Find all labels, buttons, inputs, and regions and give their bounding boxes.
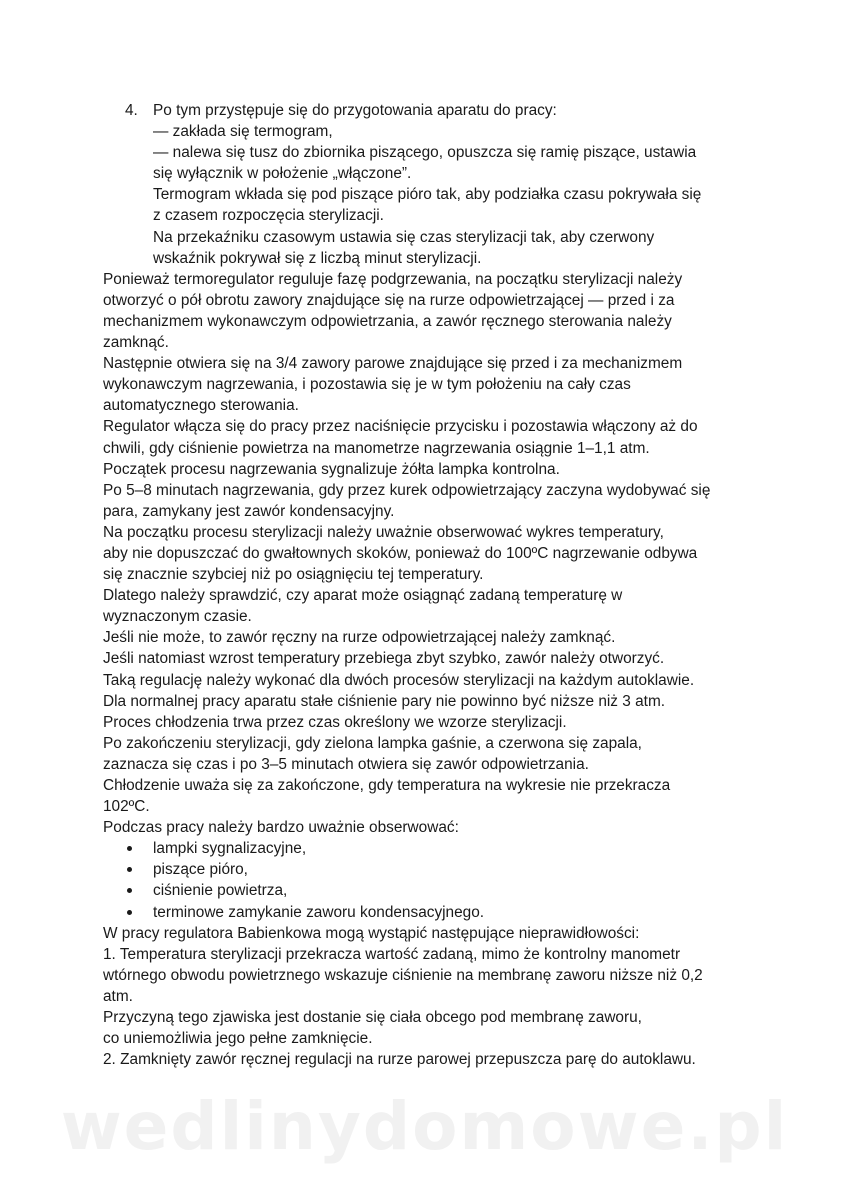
- bullet-dot-icon: [127, 910, 132, 915]
- bullet-item: [103, 859, 753, 880]
- item4-line: — nalewa się tusz do zbiornika piszącego, opuszcza się ramię piszące, ustawia: [153, 144, 697, 162]
- body-line: Ponieważ termoregulator reguluje fazę podgrzewania, na początku sterylizacji należy: [103, 270, 683, 288]
- observation-bullet-list: [103, 838, 753, 922]
- body-line: Początek procesu nagrzewania sygnalizuje żółta lampka kontrolna.: [103, 460, 560, 478]
- tail-line: atm.: [103, 987, 133, 1005]
- body-line: Dlatego należy sprawdzić, czy aparat może osiągnąć zadaną temperaturę w: [103, 587, 623, 605]
- bullet-item: [103, 880, 753, 901]
- bullet-text: ciśnienie powietrza,: [153, 882, 288, 900]
- watermark: wedlinydomowe.pl: [60, 1088, 789, 1165]
- body-line: Następnie otwiera się na 3/4 zawory parowe znajdujące się przed i za mechanizmem: [103, 355, 683, 373]
- bullet-dot-icon: [127, 867, 132, 872]
- item4-line: Na przekaźniku czasowym ustawia się czas sterylizacji tak, aby czerwony: [153, 228, 655, 246]
- item4-line: Termogram wkłada się pod piszące pióro tak, aby podziałka czasu pokrywała się: [153, 186, 702, 204]
- item4-line: wskaźnik pokrywał się z liczbą minut sterylizacji.: [153, 249, 482, 267]
- bullet-item: [103, 838, 753, 859]
- document-body: [103, 100, 753, 1070]
- body-line: Po 5–8 minutach nagrzewania, gdy przez kurek odpowietrzający zaczyna wydobywać się: [103, 481, 711, 499]
- tail-line: 1. Temperatura sterylizacji przekracza wartość zadaną, mimo że kontrolny manometr: [103, 945, 681, 963]
- body-line: mechanizmem wykonawczym odpowietrzania, a zawór ręcznego sterowania należy: [103, 312, 672, 330]
- numbered-item-4: [103, 100, 753, 269]
- body-line: się znacznie szybciej niż po osiągnięciu tej temperatury.: [103, 566, 484, 584]
- item4-line: — zakłada się termogram,: [153, 123, 333, 141]
- bullet-dot-icon: [127, 888, 132, 893]
- body-line: zamknąć.: [103, 334, 169, 352]
- bullet-dot-icon: [127, 846, 132, 851]
- body-line: para, zamykany jest zawór kondensacyjny.: [103, 502, 395, 520]
- body-line: automatycznego sterowania.: [103, 397, 299, 415]
- body-line: Proces chłodzenia trwa przez czas określony we wzorze sterylizacji.: [103, 713, 567, 731]
- body-line: 102ºC.: [103, 798, 150, 816]
- body-line: Regulator włącza się do pracy przez naciśnięcie przycisku i pozostawia włączony aż do: [103, 418, 698, 436]
- item4-line: z czasem rozpoczęcia sterylizacji.: [153, 207, 384, 225]
- body-line: wykonawczym nagrzewania, i pozostawia się je w tym położeniu na cały czas: [103, 376, 631, 394]
- item4-line: się wyłącznik w położenie „włączone”.: [153, 165, 412, 183]
- body-line: Na początku procesu sterylizacji należy uważnie obserwować wykres temperatury,: [103, 523, 664, 541]
- body-line: Jeśli nie może, to zawór ręczny na rurze odpowietrzającej należy zamknąć.: [103, 629, 616, 647]
- body-line: Jeśli natomiast wzrost temperatury przebiega zbyt szybko, zawór należy otworzyć.: [103, 650, 665, 668]
- body-paragraphs: [103, 269, 753, 839]
- body-line: Po zakończeniu sterylizacji, gdy zielona lampka gaśnie, a czerwona się zapala,: [103, 734, 642, 752]
- bullet-text: lampki sygnalizacyjne,: [153, 840, 307, 858]
- body-line: Taką regulację należy wykonać dla dwóch procesów sterylizacji na każdym autoklawie.: [103, 671, 695, 689]
- bullet-text: terminowe zamykanie zaworu kondensacyjnego.: [153, 903, 485, 921]
- body-line: wyznaczonym czasie.: [103, 608, 252, 626]
- tail-paragraphs: [103, 923, 753, 1071]
- tail-line: co uniemożliwia jego pełne zamknięcie.: [103, 1030, 373, 1048]
- bullet-item: [103, 902, 753, 923]
- body-line: zaznacza się czas i po 3–5 minutach otwiera się zawór odpowietrzania.: [103, 755, 589, 773]
- body-line: chwili, gdy ciśnienie powietrza na manometrze nagrzewania osiągnie 1–1,1 atm.: [103, 439, 650, 457]
- tail-line: Przyczyną tego zjawiska jest dostanie się ciała obcego pod membranę zaworu,: [103, 1009, 642, 1027]
- body-line: Podczas pracy należy bardzo uważnie obserwować:: [103, 819, 459, 837]
- item-number: 4.: [125, 102, 138, 119]
- bullet-text: piszące pióro,: [153, 861, 248, 879]
- tail-line: wtórnego obwodu powietrznego wskazuje ciśnienie na membranę zaworu niższe niż 0,2: [103, 966, 703, 984]
- tail-line: 2. Zamknięty zawór ręcznej regulacji na rurze parowej przepuszcza parę do autoklawu.: [103, 1051, 696, 1069]
- item4-line: Po tym przystępuje się do przygotowania aparatu do pracy:: [153, 102, 557, 119]
- body-line: Dla normalnej pracy aparatu stałe ciśnienie pary nie powinno być niższe niż 3 atm.: [103, 692, 666, 710]
- tail-line: W pracy regulatora Babienkowa mogą wystąpić następujące nieprawidłowości:: [103, 924, 640, 942]
- body-line: otworzyć o pół obrotu zawory znajdujące się na rurze odpowietrzającej — przed i za: [103, 291, 675, 309]
- body-line: Chłodzenie uważa się za zakończone, gdy temperatura na wykresie nie przekracza: [103, 777, 671, 794]
- body-line: aby nie dopuszczać do gwałtownych skoków, ponieważ do 100ºC nagrzewanie odbywa: [103, 544, 698, 562]
